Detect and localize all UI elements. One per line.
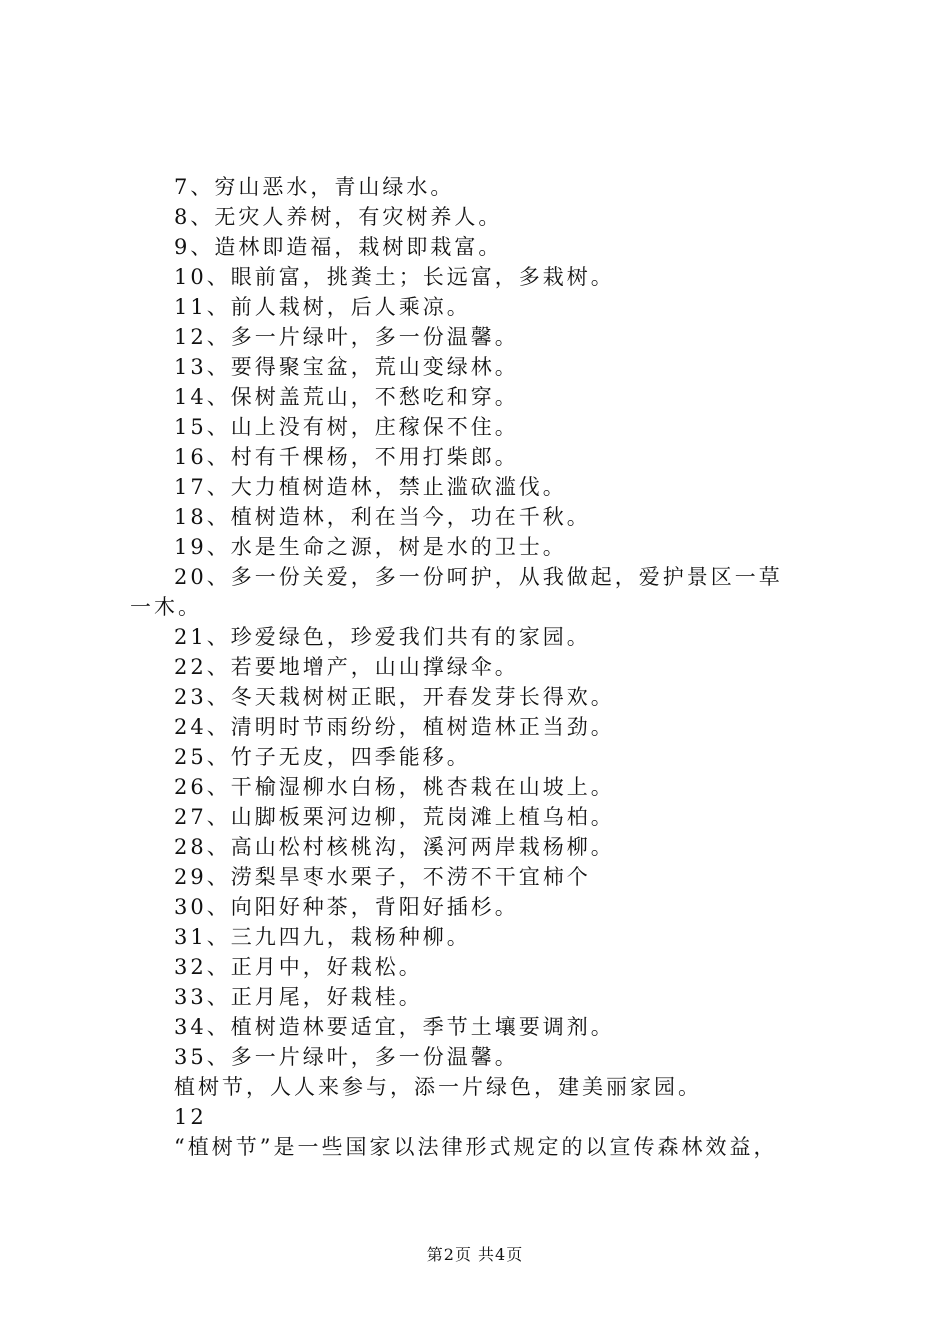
text-line: 8、无灾人养树，有灾树养人。 — [174, 205, 503, 229]
text-line: 15、山上没有树，庄稼保不住。 — [174, 415, 519, 439]
text-line: 19、水是生命之源，树是水的卫士。 — [174, 535, 567, 559]
text-line: 27、山脚板栗河边柳，荒岗滩上植乌柏。 — [174, 805, 615, 829]
text-line: 30、向阳好种茶，背阳好插杉。 — [174, 895, 519, 919]
text-line: 16、村有千棵杨，不用打柴郎。 — [174, 445, 519, 469]
text-line: 24、清明时节雨纷纷，植树造林正当劲。 — [174, 715, 615, 739]
text-line: 13、要得聚宝盆，荒山变绿林。 — [174, 355, 519, 379]
text-line: 14、保树盖荒山，不愁吃和穿。 — [174, 385, 519, 409]
body-text — [130, 172, 842, 1162]
text-line: 9、造林即造福，栽树即栽富。 — [174, 235, 503, 259]
text-line: 35、多一片绿叶，多一份温馨。 — [174, 1045, 519, 1069]
page-number-footer: 第2页 共4页 — [426, 1245, 524, 1264]
text-line: 23、冬天栽树树正眠，开春发芽长得欢。 — [174, 685, 615, 709]
text-line: 28、高山松村核桃沟，溪河两岸栽杨柳。 — [174, 835, 615, 859]
text-line: 17、大力植树造林，禁止滥砍滥伐。 — [174, 475, 567, 499]
text-line: 25、竹子无皮，四季能移。 — [174, 745, 471, 769]
text-line: 31、三九四九，栽杨种柳。 — [174, 925, 471, 949]
text-line: 21、珍爱绿色，珍爱我们共有的家园。 — [174, 625, 591, 649]
text-line: 20、多一份关爱，多一份呵护，从我做起，爱护景区一草 — [174, 565, 783, 589]
text-line-continuation: 一木。 — [130, 595, 202, 619]
text-line: “植树节”是一些国家以法律形式规定的以宣传森林效益， — [174, 1135, 778, 1159]
text-line: 11、前人栽树，后人乘凉。 — [174, 295, 471, 319]
text-line: 26、干榆湿柳水白杨，桃杏栽在山坡上。 — [174, 775, 615, 799]
text-line: 32、正月中，好栽松。 — [174, 955, 423, 979]
text-line: 12、多一片绿叶，多一份温馨。 — [174, 325, 519, 349]
text-line: 12 — [174, 1105, 207, 1129]
text-line: 植树节，人人来参与，添一片绿色，建美丽家园。 — [174, 1075, 702, 1099]
text-line: 29、涝梨旱枣水栗子，不涝不干宜柿个 — [174, 865, 591, 889]
text-line: 18、植树造林，利在当今，功在千秋。 — [174, 505, 591, 529]
text-line: 7、穷山恶水，青山绿水。 — [174, 175, 455, 199]
text-line: 22、若要地增产，山山撑绿伞。 — [174, 655, 519, 679]
text-line: 10、眼前富，挑粪土；长远富，多栽树。 — [174, 265, 615, 289]
text-line: 33、正月尾，好栽桂。 — [174, 985, 423, 1009]
text-line: 34、植树造林要适宜，季节土壤要调剂。 — [174, 1015, 615, 1039]
